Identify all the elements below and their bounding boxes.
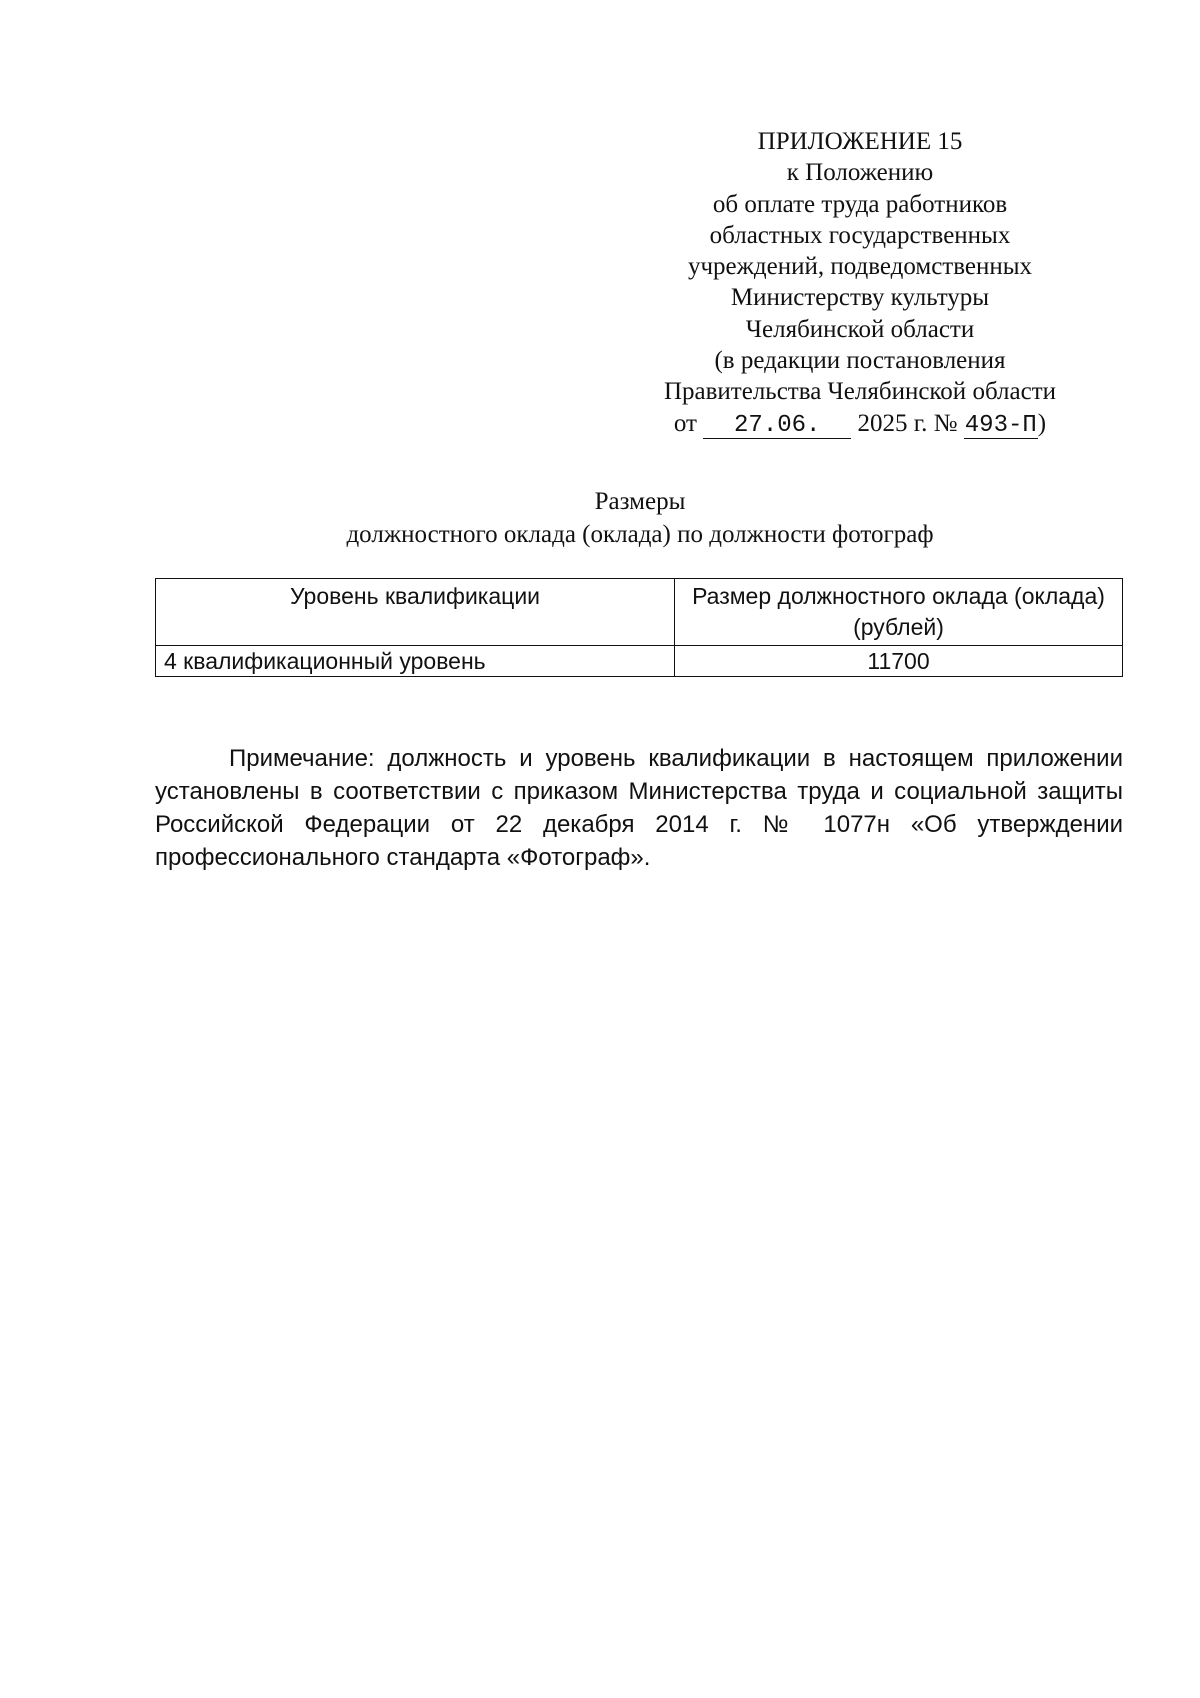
resolution-date-line [610,408,1110,439]
date-prefix: от [673,409,697,437]
amount-cell: 11700 [675,646,1123,677]
closing-paren: ) [1037,409,1047,437]
header-line: Министерству культуры [730,284,990,312]
column-header-level: Уровень квалификации [156,579,675,646]
title-line-2: должностного оклада (оклада) по должности фотограф [346,521,934,548]
level-cell: 4 квалификационный уровень [156,646,675,677]
header-line: областных государственных [709,221,1011,249]
appendix-header [610,126,1110,439]
header-line: Челябинской области [745,315,975,343]
appendix-number: ПРИЛОЖЕНИЕ 15 [757,128,963,155]
document-title [120,485,1160,551]
resolution-year: 2025 г. № [857,409,958,437]
column-header-amount: Размер должностного оклада (оклада) (рублей) [675,579,1123,646]
table-header-row [156,579,1123,646]
header-line: Правительства Челябинской области [663,378,1057,406]
resolution-number: 493-П [964,411,1037,439]
title-line-1: Размеры [594,488,686,515]
salary-table [155,578,1123,677]
resolution-date: 27.06. [703,414,851,439]
header-line: об оплате труда работников [712,190,1008,218]
note-paragraph: Примечание: должность и уровень квалификации в настоящем приложении установлены в соответствии с приказом Министерства труда и социальной защиты Российской Федерации от 22 декабря 2014 г. № 1077н «Об утверждении профессионального стандарта «Фотограф». [155,745,1123,871]
table-row [156,646,1123,677]
header-line: учреждений, подведомственных [687,253,1033,281]
header-line: (в редакции постановления [714,347,1006,375]
header-line: к Положению [786,159,934,187]
